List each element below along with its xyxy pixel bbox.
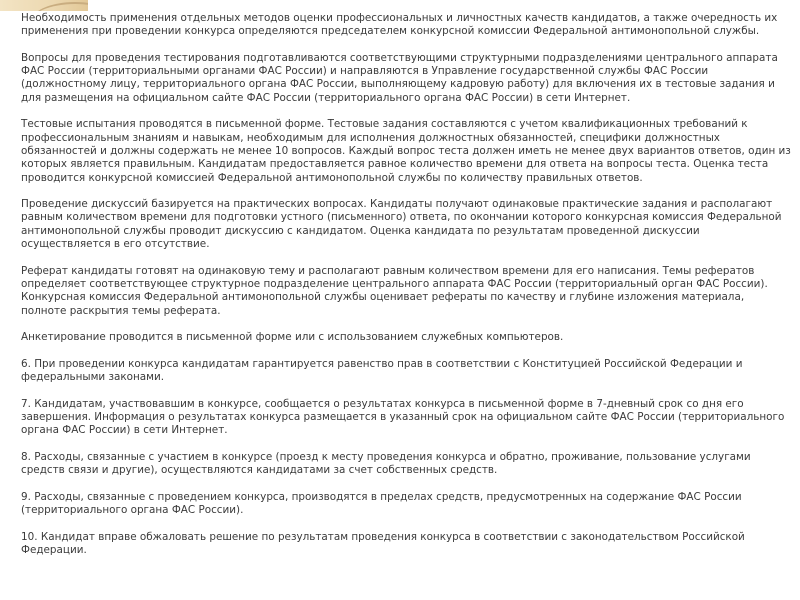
paragraph-item-8: 8. Расходы, связанные с участием в конкурсе (проезд к месту проведения конкурса и обратно, проживание, пользование услугами средств связи и другие), осуществляются кандидатами за счет собственных средств.: [21, 450, 751, 477]
paragraph-item-6: 6. При проведении конкурса кандидатам гарантируется равенство прав в соответствии с Конституцией Российской Федерации и федеральными законами.: [21, 357, 743, 384]
paragraph-discussions: Проведение дискуссий базируется на практических вопросах. Кандидаты получают одинаковые практические задания и располагают равным количеством времени для подготовки устного (письменного) ответа, по окончании которого конкурсная комиссия Федеральной антимонопольной службы проводит дискуссию с кандидатом. Оценка кандидата по результатам проведенной дискуссии осуществляется в его отсутствие.: [21, 198, 782, 251]
paragraph-item-7: 7. Кандидатам, участвовавшим в конкурсе, сообщается о результатах конкурса в письменной форме в 7-дневный срок со дня его завершения. Информация о результатах конкурса размещается в указанный срок на официальном сайте ФАС России (территориального органа ФАС России) в сети Интернет.: [21, 397, 785, 437]
paragraph-essay: Реферат кандидаты готовят на одинаковую тему и располагают равным количеством времени для его написания. Темы рефератов определяет соответствующее структурное подразделение центрального аппарата ФАС России (территориальный орган ФАС России). Конкурсная комиссия Федеральной антимонопольной службы оценивает рефераты по качеству и глубине изложения материала, полноте раскрытия темы реферата.: [21, 264, 768, 317]
paragraph-questionnaire: Анкетирование проводится в письменной форме или с использованием служебных компьютеров.: [21, 331, 564, 344]
corner-decoration: [0, 0, 88, 11]
paragraph-test-questions: Вопросы для проведения тестирования подготавливаются соответствующими структурными подразделениями центрального аппарата ФАС России (территориальными органами ФАС России) и направляются в Управление государственной службы ФАС России (должностному лицу, территориального органа ФАС России, выполняющему кадровую работу) для включения их в тестовые задания и для размещения на официальном сайте ФАС России (территориального органа ФАС России) в сети Интернет.: [21, 51, 778, 104]
paragraph-assessment-methods: Необходимость применения отдельных методов оценки профессиональных и личностных качеств кандидатов, а также очередность их применения при проведении конкурса определяются председателем конкурсной комиссии Федеральной антимонопольной службы.: [21, 12, 778, 38]
document-body: [21, 12, 791, 570]
paragraph-item-9: 9. Расходы, связанные с проведением конкурса, производятся в пределах средств, предусмотренных на содержание ФАС России (территориального органа ФАС России).: [21, 490, 742, 516]
paragraph-item-10: 10. Кандидат вправе обжаловать решение по результатам проведения конкурса в соответствии с законодательством Российской Федерации.: [21, 530, 745, 556]
paragraph-testing: Тестовые испытания проводятся в письменной форме. Тестовые задания составляются с учетом квалификационных требований к профессиональным знаниям и навыкам, необходимым для исполнения должностных обязанностей, специфики должностных обязанностей и должны содержать не менее 10 вопросов. Каждый вопрос теста должен иметь не менее двух вариантов ответов, один из которых является правильным. Кандидатам предоставляется равное количество времени для ответа на вопросы теста. Оценка теста проводится конкурсной комиссией Федеральной антимонопольной службы по количеству правильных ответов.: [21, 118, 791, 184]
